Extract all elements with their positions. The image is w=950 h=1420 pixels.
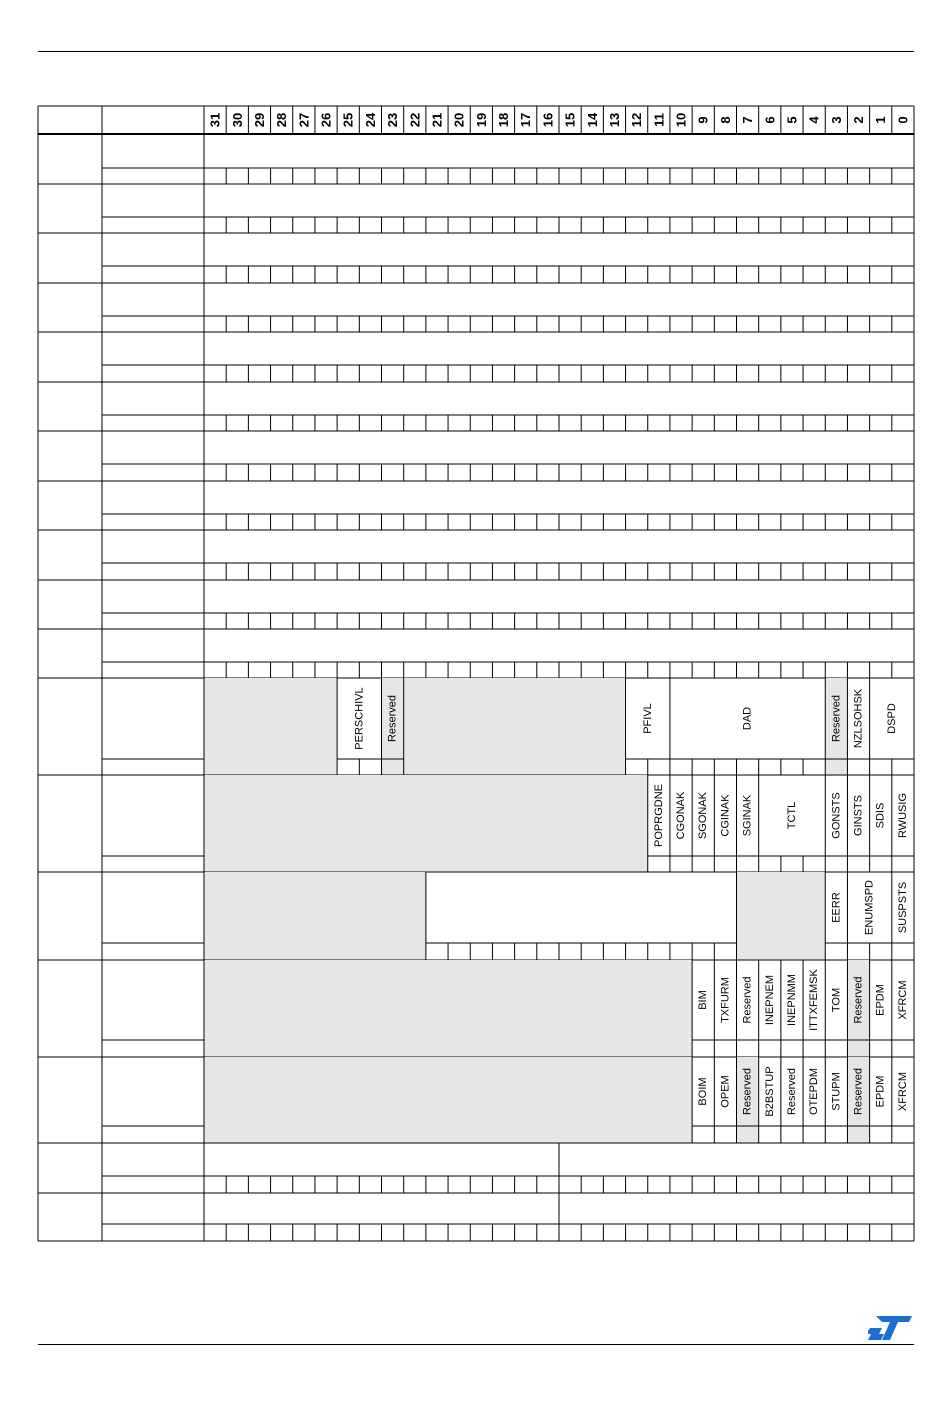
field-name-label: DSPD xyxy=(885,703,898,734)
field-name-label: SGINAK xyxy=(741,794,754,837)
bit-number-label: 2 xyxy=(851,116,867,124)
field-name-label: EERR xyxy=(830,892,843,923)
reserved-shaded-cell xyxy=(737,872,826,960)
bit-number-label: 24 xyxy=(362,112,378,128)
field-name-label: RWUSIG xyxy=(896,792,909,839)
field-name-label: BOIM xyxy=(697,1077,710,1106)
bit-number-label: 10 xyxy=(673,112,689,128)
field-name-label: SGONAK xyxy=(697,791,710,840)
bit-number-label: 17 xyxy=(518,112,534,128)
field-name-label: STUPM xyxy=(830,1072,843,1111)
field-name-label: EPDM xyxy=(874,984,887,1016)
st-logo xyxy=(868,1314,914,1342)
reserved-shaded-cell xyxy=(204,1057,692,1143)
bit-number-label: 27 xyxy=(296,112,312,128)
bit-number-label: 15 xyxy=(562,112,578,128)
field-name-label: OPEM xyxy=(719,1075,732,1108)
field-name-label: TCTL xyxy=(785,801,798,830)
field-name-label: CGINAK xyxy=(719,794,732,837)
bit-number-label: 23 xyxy=(385,112,401,128)
reserved-shaded-cell xyxy=(204,872,426,960)
field-name-label: OTEPDM xyxy=(808,1067,821,1116)
bit-number-label: 3 xyxy=(828,116,844,124)
field-name-label: Reserved xyxy=(852,976,865,1024)
field-name-label: SUSPSTS xyxy=(896,881,909,934)
bit-number-label: 5 xyxy=(784,116,800,124)
bit-number-label: 11 xyxy=(651,113,667,127)
bit-number-label: 30 xyxy=(229,112,245,128)
reserved-shaded-cell xyxy=(204,775,648,872)
field-name-label: GONSTS xyxy=(830,792,843,839)
bit-number-label: 16 xyxy=(540,112,556,128)
field-name-label: GINSTS xyxy=(852,795,865,836)
field-name-label: INEPNEM xyxy=(763,974,776,1026)
bit-number-label: 7 xyxy=(740,116,756,124)
bit-number-label: 14 xyxy=(584,112,600,128)
field-name-label: TXFURM xyxy=(719,977,732,1023)
field-name-label: BIM xyxy=(697,990,710,1010)
bit-number-label: 25 xyxy=(340,112,356,128)
bit-number-label: 18 xyxy=(496,112,512,128)
bit-number-label: 26 xyxy=(318,112,334,128)
field-name-label: PERSCHIVL xyxy=(353,687,366,750)
field-name-label: EPDM xyxy=(874,1075,887,1108)
field-name-label: Reserved xyxy=(785,1067,798,1116)
field-name-label: Reserved xyxy=(741,1067,754,1116)
field-name-label: Reserved xyxy=(741,976,754,1024)
field-name-label: XFRCM xyxy=(896,980,909,1020)
field-name-label: TOM xyxy=(830,987,843,1013)
field-name-label: INEPNMM xyxy=(785,974,798,1026)
field-name-label: POPRGDNE xyxy=(652,784,665,847)
bit-number-label: 8 xyxy=(717,116,733,124)
bit-number-label: 22 xyxy=(407,112,423,128)
bit-number-label: 12 xyxy=(629,112,645,128)
bit-number-label: 9 xyxy=(695,116,711,124)
field-name-label: Reserved xyxy=(386,694,399,743)
field-name-label: NZLSOHSK xyxy=(852,688,865,749)
field-name-label: XFRCM xyxy=(896,1071,909,1112)
field-name-label: SDIS xyxy=(874,802,887,829)
field-name-label: Reserved xyxy=(830,694,843,743)
bit-number-label: 21 xyxy=(429,112,445,128)
bit-number-label: 19 xyxy=(473,112,489,128)
field-name-label: B2BSTUP xyxy=(763,1066,776,1117)
field-name-label: ENUMSPD xyxy=(863,879,876,936)
field-name-label: DAD xyxy=(741,706,754,731)
field-name-label: Reserved xyxy=(852,1067,865,1116)
bit-number-label: 31 xyxy=(207,112,223,128)
bit-number-label: 13 xyxy=(606,112,622,128)
bit-number-label: 28 xyxy=(274,112,290,128)
bit-number-label: 4 xyxy=(806,116,822,124)
reserved-shaded-cell xyxy=(204,678,337,775)
bit-number-label: 20 xyxy=(451,112,467,128)
field-name-label: ITTXFEMSK xyxy=(808,969,821,1031)
field-name-label: CGONAK xyxy=(675,791,688,840)
bit-number-label: 6 xyxy=(762,116,778,124)
bit-number-label: 0 xyxy=(895,116,911,124)
reserved-shaded-cell xyxy=(404,678,626,775)
field-name-label: PFIVL xyxy=(641,703,654,734)
bit-number-label: 29 xyxy=(251,112,267,128)
bit-number-label: 1 xyxy=(873,116,889,124)
reserved-shaded-cell xyxy=(204,960,692,1057)
